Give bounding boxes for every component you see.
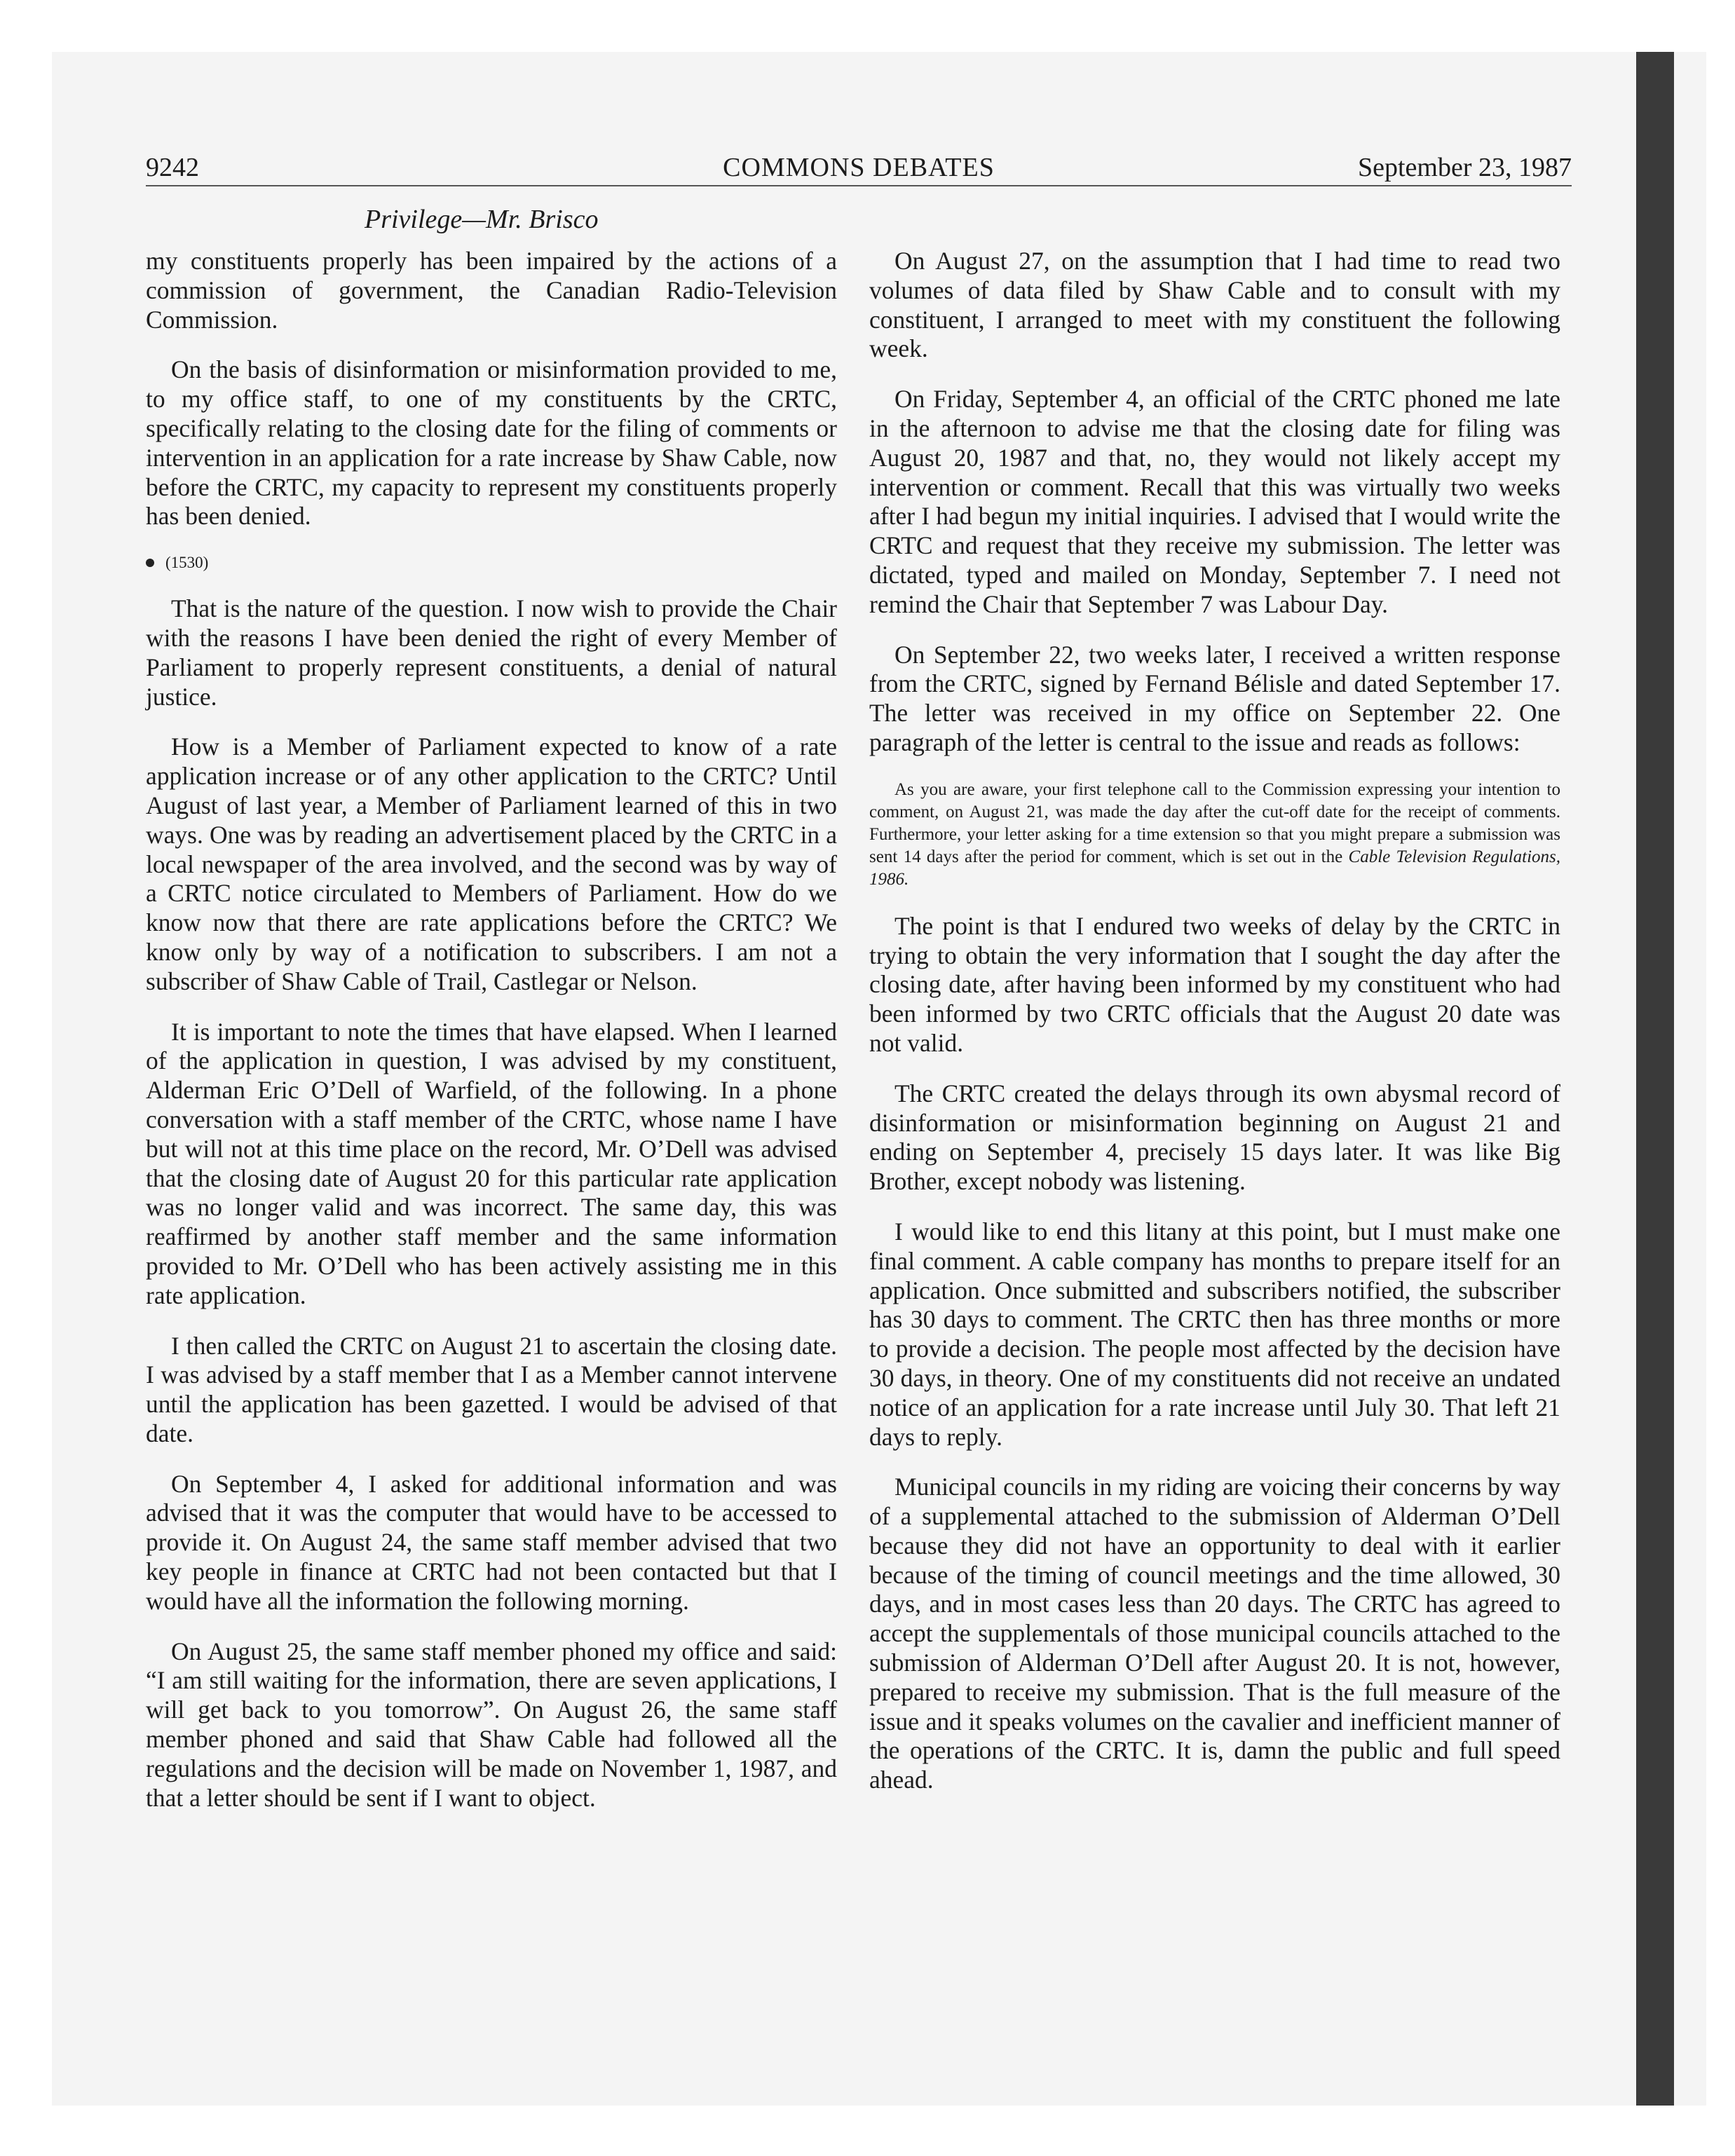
- quote-regulation-title: Cable Television Regulations, 1986.: [869, 847, 1560, 889]
- paragraph: The point is that I endured two weeks of delay by the CRTC in trying to obtain the very information that I sought the day after the closing date, after having been informed by my constituent who had been informed by two CRTC officials that the August 20 date was not valid.: [869, 911, 1560, 1057]
- paragraph: On Friday, September 4, an official of the CRTC phoned me late in the afternoon to advise me that the closing date for filing was August 20, 1987 and that, no, they would not likely accept my intervention or comment. Recall that this was virtually two weeks after I had begun my initial inquiries. I advised that I would write the CRTC and request that they receive my submission. The letter was dictated, typed and mailed on Monday, September 7. I need not remind the Chair that September 7 was Labour Day.: [869, 385, 1560, 618]
- paragraph: That is the nature of the question. I now wish to provide the Chair with the reasons I have been denied the right of every Member of Parliament to properly represent constituents, a denial of natural justice.: [146, 594, 837, 711]
- page-number: 9242: [146, 153, 199, 182]
- left-column: [146, 247, 837, 1834]
- paragraph: On the basis of disinformation or misinformation provided to me, to my office staff, to one of my constituents by the CRTC, specifically relating to the closing date for the filing of comments or intervention in an application for a rate increase by Shaw Cable, now before the CRTC, my capacity to represent my constituents properly has been denied.: [146, 355, 837, 531]
- paragraph: On September 4, I asked for additional information and was advised that it was the computer that would have to be accessed to provide it. On August 24, the same staff member advised that two key people in finance at CRTC had not been contacted but that I would have all the information the following morning.: [146, 1469, 837, 1615]
- section-subject: Privilege—Mr. Brisco: [365, 205, 599, 234]
- running-header: [146, 151, 1572, 186]
- paragraph: I then called the CRTC on August 21 to ascertain the closing date. I was advised by a staff member that I as a Member cannot intervene until the application has been gazetted. I would be advised of that date.: [146, 1331, 837, 1447]
- bullet-icon: [146, 559, 154, 567]
- quote-text: As you are aware, your first telephone call to the Commission expressing your intention to comment, on August 21, was made the day after the cut-off date for the receipt of comments. Furthermore, your letter asking for a time extension so that you might prepare a submission was sent 14 days after the period for comment, which is set out in the: [869, 779, 1560, 866]
- paragraph: It is important to note the times that have elapsed. When I learned of the application in question, I was advised by my constituent, Alderman Eric O’Dell of Warfield, of the following. In a phone conversation with a staff member of the CRTC, whose name I have but will not at this time place on the record, Mr. O’Dell was advised that the closing date of August 20 for this particular rate application was no longer valid and was incorrect. The same day, this was reaffirmed by another staff member and the same information provided to Mr. O’Dell who has been actively assisting me in this rate application.: [146, 1017, 837, 1309]
- paragraph: The CRTC created the delays through its own abysmal record of disinformation or misinformation beginning on August 21 and ending on September 4, precisely 15 days later. It was like Big Brother, except nobody was listening.: [869, 1079, 1560, 1196]
- paragraph: On August 25, the same staff member phoned my office and said: “I am still waiting for the information, there are seven applications, I will get back to you tomorrow”. On August 26, the same staff member phoned and said that Shaw Cable had followed all the regulations and the decision will be made on November 1, 1987, and that a letter should be sent if I want to object.: [146, 1637, 837, 1812]
- paragraph: On August 27, on the assumption that I had time to read two volumes of data filed by Shaw Cable and to consult with my constituent, I arranged to meet with my constituent the following week.: [869, 247, 1560, 363]
- header-date: September 23, 1987: [1357, 153, 1572, 182]
- right-column: [869, 247, 1560, 1816]
- letter-quote: [869, 779, 1560, 891]
- publication-title: COMMONS DEBATES: [723, 153, 995, 182]
- time-marker: [146, 552, 837, 573]
- paragraph: Municipal councils in my riding are voicing their concerns by way of a supplemental attached to the submission of Alderman O’Dell because they did not have an opportunity to deal with it earlier because of the timing of council meetings and the time allowed, 30 days, and in most cases less than 20 days. The CRTC has agreed to accept the supplementals of those municipal councils attached to the submission of Alderman O’Dell after August 20. It is not, however, prepared to receive my submission. That is the full measure of the issue and it speaks volumes on the cavalier and inefficient manner of the operations of the CRTC. It is, damn the public and full speed ahead.: [869, 1473, 1560, 1794]
- paragraph: On September 22, two weeks later, I received a written response from the CRTC, signed by Fernand Bélisle and dated September 17. The letter was received in my office on September 22. One paragraph of the letter is central to the issue and reads as follows:: [869, 640, 1560, 756]
- time-marker-label: (1530): [165, 554, 209, 572]
- paragraph: How is a Member of Parliament expected to know of a rate application increase or of any other application to the CRTC? Until August of last year, a Member of Parliament learned of this in two ways. One was by reading an advertisement placed by the CRTC in a local newspaper of the area involved, and the second was by way of a CRTC notice circulated to Members of Parliament. How do we know now that there are rate applications before the CRTC? We know only by way of a notification to subscribers. I am not a subscriber of Shaw Cable of Trail, Castlegar or Nelson.: [146, 732, 837, 995]
- paragraph: my constituents properly has been impaired by the actions of a commission of government, the Canadian Radio-Television Commission.: [146, 247, 837, 334]
- page-binding-edge: [1636, 52, 1674, 2106]
- paragraph: I would like to end this litany at this point, but I must make one final comment. A cable company has months to prepare itself for an application. Once submitted and subscribers notified, the subscriber has 30 days to comment. The CRTC then has three months or more to provide a decision. The people most affected by the decision have 30 days, in theory. One of my constituents did not receive an undated notice of an application for a rate increase until July 30. That left 21 days to reply.: [869, 1217, 1560, 1451]
